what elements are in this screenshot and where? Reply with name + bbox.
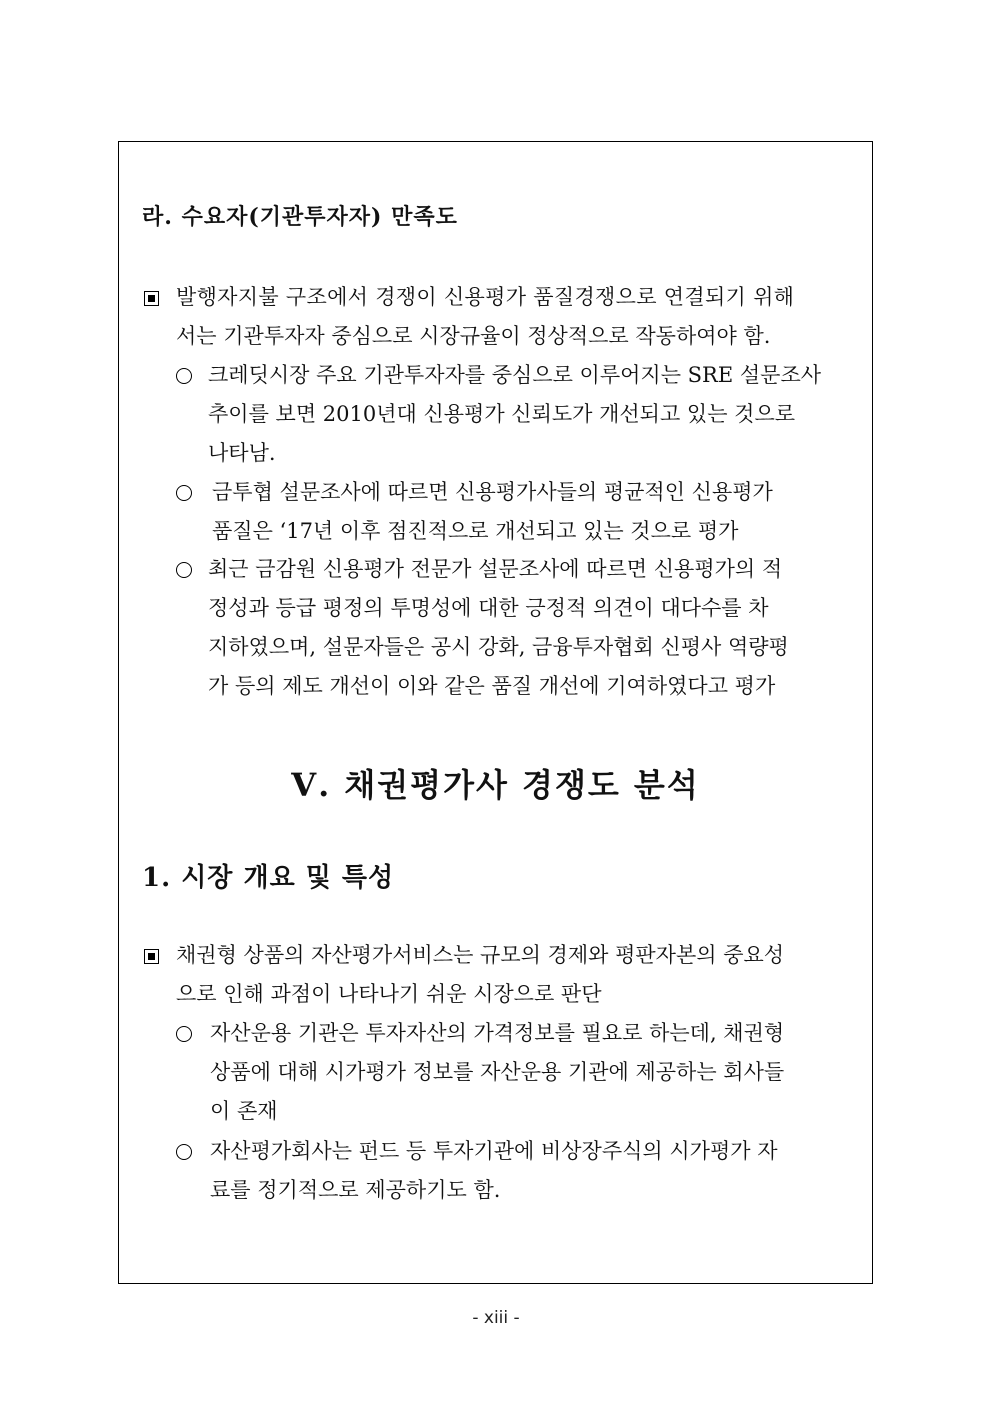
circle-bullet-icon [176,356,192,395]
text-line: 최근 금감원 신용평가 전문가 설문조사에 따르면 신용평가의 적 [208,557,783,581]
text-line: 발행자지불 구조에서 경쟁이 신용평가 품질경쟁으로 연결되기 위해 [176,285,795,309]
sub-bullet-la-1 [208,356,858,473]
text-line: 추이를 보면 2010년대 신용평가 신뢰도가 개선되고 있는 것으로 [208,402,796,426]
circle-bullet-icon [176,473,192,512]
sub-bullet-la-2 [212,473,858,551]
circle-bullet-icon [176,550,192,589]
sub-bullet-1-2 [210,1132,858,1210]
section-heading-1: 1. 시장 개요 및 특성 [142,863,395,893]
circle-bullet-icon [176,1014,192,1053]
square-bullet-icon [144,936,159,975]
circle-bullet-icon [176,1132,192,1171]
text-line: 상품에 대해 시가평가 정보를 자산운용 기관에 제공하는 회사들 [210,1060,785,1084]
text-line: 크레딧시장 주요 기관투자자를 중심으로 이루어지는 SRE 설문조사 [208,363,822,387]
text-line: 서는 기관투자자 중심으로 시장규율이 정상적으로 작동하여야 함. [176,324,771,348]
text-line: 품질은 ‘17년 이후 점진적으로 개선되고 있는 것으로 평가 [212,519,739,543]
text-line: 자산평가회사는 펀드 등 투자기관에 비상장주식의 시가평가 자 [210,1139,778,1163]
text-line: 자산운용 기관은 투자자산의 가격정보를 필요로 하는데, 채권형 [210,1021,785,1045]
square-bullet-icon [144,278,159,317]
text-line: 지하였으며, 설문자들은 공시 강화, 금융투자협회 신평사 역량평 [208,635,789,659]
text-line: 으로 인해 과점이 나타나기 쉬운 시장으로 판단 [176,982,602,1006]
text-line: 금투협 설문조사에 따르면 신용평가사들의 평균적인 신용평가 [212,480,773,504]
text-line: 나타남. [208,441,276,465]
subsection-heading-la: 라. 수요자(기관투자자) 만족도 [142,204,458,230]
text-line: 채권형 상품의 자산평가서비스는 규모의 경제와 평판자본의 중요성 [176,943,785,967]
text-line: 가 등의 제도 개선이 이와 같은 품질 개선에 기여하였다고 평가 [208,674,776,698]
chapter-title: Ⅴ. 채권평가사 경쟁도 분석 [291,766,700,804]
main-bullet-la [176,278,856,356]
sub-bullet-1-1 [210,1014,858,1131]
page-number: - xiii - [472,1308,520,1328]
sub-bullet-la-3 [208,550,858,706]
text-line: 정성과 등급 평정의 투명성에 대한 긍정적 의견이 대다수를 차 [208,596,769,620]
text-line: 료를 정기적으로 제공하기도 함. [210,1178,501,1202]
text-line: 이 존재 [210,1099,278,1123]
main-bullet-1 [176,936,856,1014]
